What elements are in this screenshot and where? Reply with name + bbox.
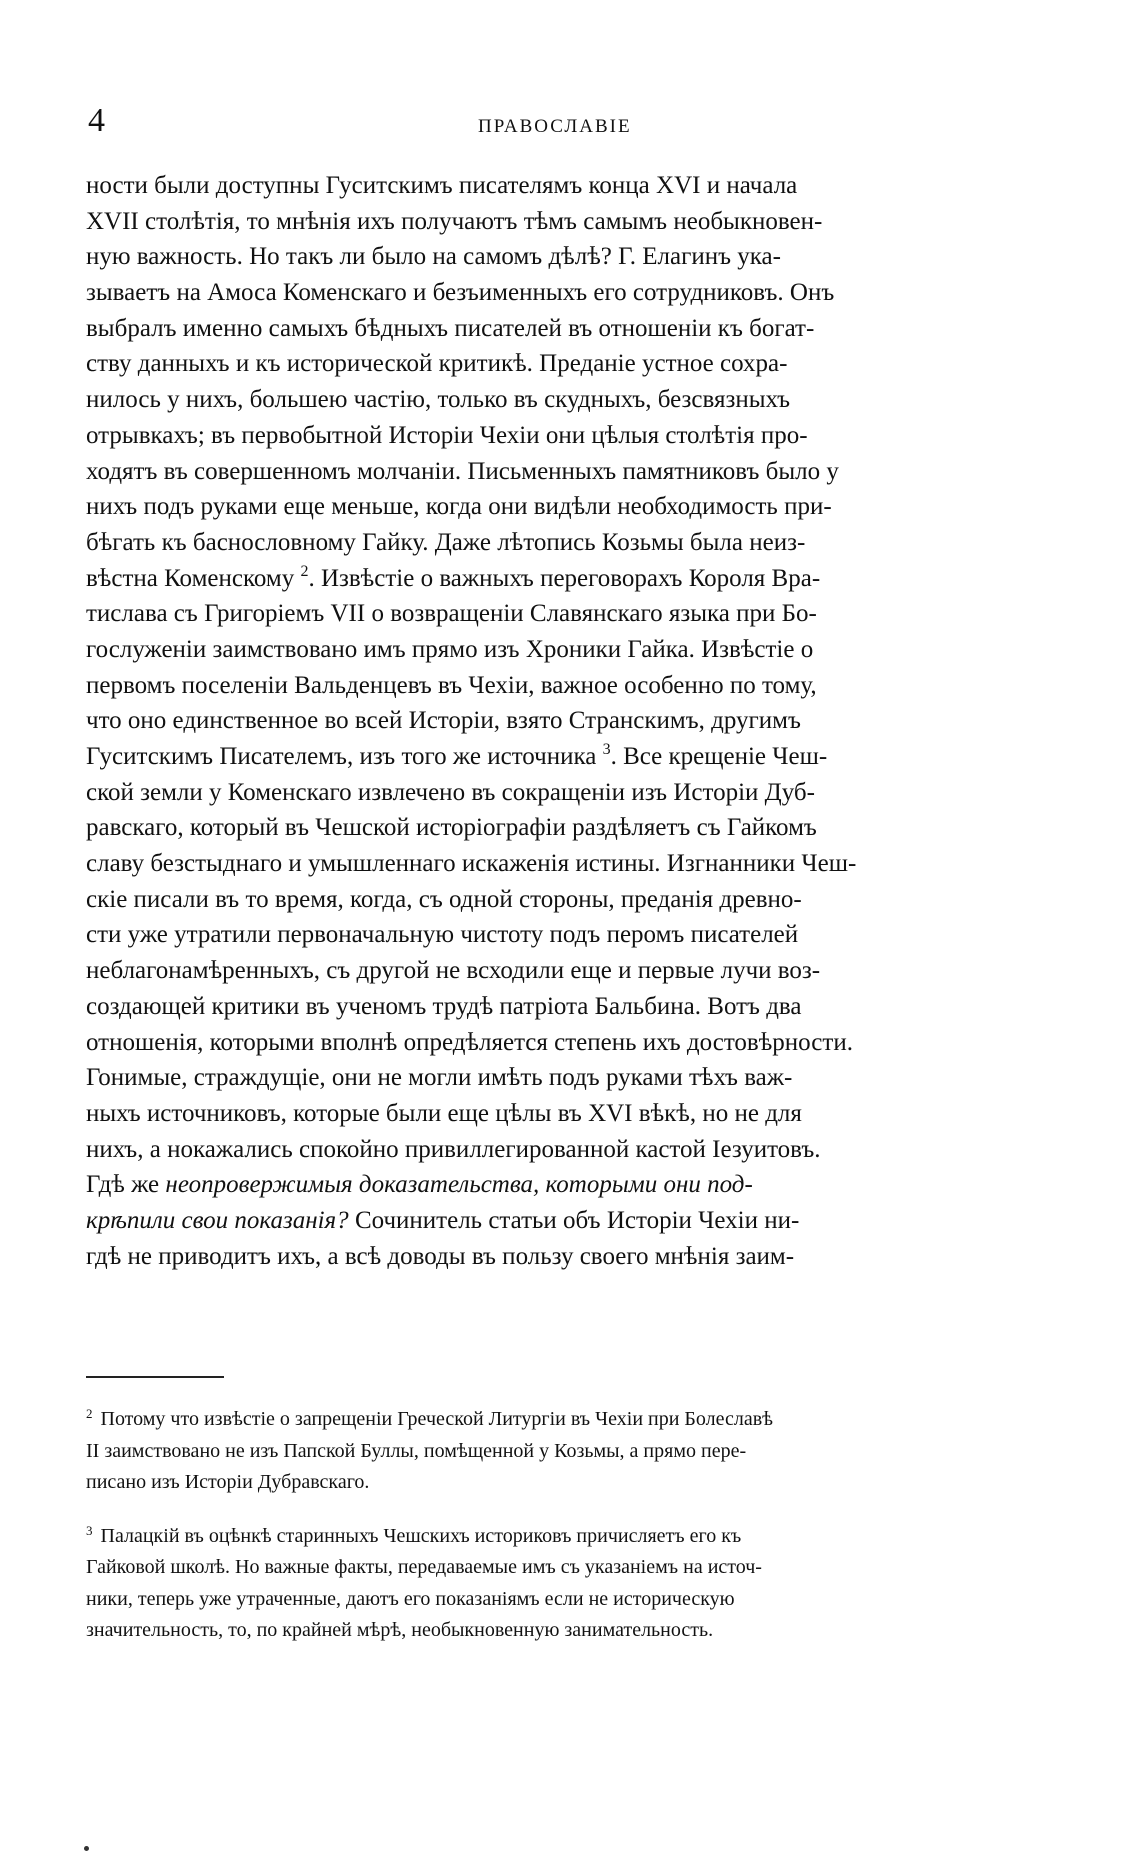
footnote-line bbox=[86, 1404, 1046, 1436]
text-line: ходятъ въ совершенномъ молчаніи. Письменныхъ памятниковъ было у bbox=[86, 457, 839, 485]
text-line: нихъ, а нокажались спокойно привиллегированной кастой Іезуитовъ. bbox=[86, 1135, 821, 1163]
text-line: ской земли у Коменскаго извлечено въ сокращеніи изъ Исторіи Дуб- bbox=[86, 778, 815, 806]
page-number: 4 bbox=[88, 102, 105, 139]
footnote-line: значительность, то, по крайней мѣрѣ, необыкновенную занимательность. bbox=[86, 1619, 714, 1641]
text-line: скіе писали въ то время, когда, съ одной стороны, преданія древно- bbox=[86, 885, 802, 913]
text-line: ству данныхъ и къ исторической критикѣ. Преданіе устное сохра- bbox=[86, 350, 788, 378]
text-line: выбралъ именно самыхъ бѣдныхъ писателей въ отношеніи къ богат- bbox=[86, 314, 815, 342]
footnote-line: ники, теперь уже утраченные, даютъ его показаніямъ если не историческую bbox=[86, 1587, 735, 1610]
text-line: нилось у нихъ, большею частію, только въ скудныхъ, безсвязныхъ bbox=[86, 386, 791, 414]
text-line: сти уже утратили первоначальную чистоту подъ перомъ писателей bbox=[86, 921, 799, 949]
footnote-line: писано изъ Исторіи Дубравскаго. bbox=[86, 1471, 370, 1493]
text-line: бѣгать къ баснословному Гайку. Даже лѣтопись Козьмы была неиз- bbox=[86, 528, 806, 556]
footnote-marker: 3 bbox=[86, 1522, 93, 1538]
italic-text: крѣпили свои показанія? bbox=[86, 1206, 349, 1234]
text-line: XVII столѣтія, то мнѣнія ихъ получаютъ тѣмъ самымъ необыкновен- bbox=[86, 207, 823, 235]
footnote-divider bbox=[86, 1376, 224, 1378]
text-segment: Сочинитель статьи объ Исторіи Чехіи ни- bbox=[348, 1206, 800, 1234]
footnote-line: II заимствовано не изъ Папской Буллы, помѣщенной у Козьмы, а прямо пере- bbox=[86, 1439, 747, 1462]
text-line: отношенія, которыми вполнѣ опредѣляется степень ихъ достовѣрности. bbox=[86, 1028, 853, 1056]
text-line: гдѣ не приводитъ ихъ, а всѣ доводы въ пользу своего мнѣнія заим- bbox=[86, 1242, 795, 1270]
text-line bbox=[86, 739, 1046, 775]
text-line: ности были доступны Гуситскимъ писателямъ конца XVI и начала bbox=[86, 172, 798, 199]
text-line: отрывкахъ; въ первобытной Исторіи Чехіи они цѣлыя столѣтія про- bbox=[86, 421, 808, 449]
footnote-2 bbox=[86, 1404, 1046, 1499]
text-line: тислава съ Григоріемъ VII о возвращеніи Славянскаго языка при Бо- bbox=[86, 600, 817, 628]
text-line: нихъ подъ руками еще меньше, когда они видѣли необходимость при- bbox=[86, 493, 832, 521]
footnote-3 bbox=[86, 1521, 1046, 1647]
footnote-line bbox=[86, 1521, 1046, 1553]
italic-text: неопровержимыя доказательства, которыми они под- bbox=[165, 1171, 753, 1199]
main-text bbox=[86, 168, 1046, 1274]
footnote-ref[interactable]: 2 bbox=[300, 562, 309, 580]
text-segment: . Извѣстіе о важныхъ переговорахъ Короля Вра- bbox=[308, 564, 821, 592]
text-line: славу безстыднаго и умышленнаго искаженія истины. Изгнанники Чеш- bbox=[86, 850, 857, 878]
footnote-text: Палацкій въ оцѣнкѣ старинныхъ Чешскихъ историковъ причисляетъ его къ bbox=[100, 1524, 742, 1547]
footnote-text: Потому что извѣстіе о запрещеніи Греческой Литургіи въ Чехіи при Болеславѣ bbox=[100, 1408, 774, 1430]
running-title: ПРАВОСЛАВІЕ bbox=[478, 116, 632, 137]
text-line: гослуженіи заимствовано имъ прямо изъ Хроники Гайка. Извѣстіе о bbox=[86, 635, 814, 663]
text-line bbox=[86, 1203, 1046, 1239]
footnote-line: Гайковой школѣ. Но важные факты, передаваемые имъ съ указаніемъ на источ- bbox=[86, 1556, 762, 1578]
print-speck bbox=[84, 1846, 89, 1851]
text-line: первомъ поселеніи Вальденцевъ въ Чехіи, важное особенно по тому, bbox=[86, 671, 817, 699]
text-line bbox=[86, 561, 1046, 597]
text-segment: вѣстна Коменскому bbox=[86, 564, 295, 592]
text-line: создающей критики въ ученомъ трудѣ патріота Бальбина. Вотъ два bbox=[86, 992, 802, 1020]
text-line bbox=[86, 1167, 1046, 1203]
text-segment: . Все крещеніе Чеш- bbox=[610, 743, 828, 770]
text-line: равскаго, который въ Чешской исторіографіи раздѣляетъ съ Гайкомъ bbox=[86, 814, 817, 842]
text-segment: Гуситскимъ Писателемъ, изъ того же источника bbox=[86, 743, 597, 770]
text-line: Гонимые, страждущіе, они не могли имѣть подъ руками тѣхъ важ- bbox=[86, 1064, 793, 1092]
footnote-ref[interactable]: 3 bbox=[602, 741, 611, 758]
footnote-marker: 2 bbox=[86, 1406, 93, 1421]
text-line: ныхъ источниковъ, которые были еще цѣлы въ XVI вѣкѣ, но не для bbox=[86, 1099, 802, 1127]
text-line: зываетъ на Амоса Коменскаго и безъименныхъ его сотрудниковъ. Онъ bbox=[86, 279, 835, 307]
text-line: что оно единственное во всей Исторіи, взято Странскимъ, другимъ bbox=[86, 707, 801, 735]
footnotes bbox=[86, 1404, 1046, 1669]
text-line: ную важность. Но такъ ли было на самомъ дѣлѣ? Г. Елагинъ ука- bbox=[86, 243, 781, 271]
text-segment: Гдѣ же bbox=[86, 1171, 160, 1199]
text-line: неблагонамѣренныхъ, съ другой не всходили еще и первые лучи воз- bbox=[86, 957, 821, 985]
